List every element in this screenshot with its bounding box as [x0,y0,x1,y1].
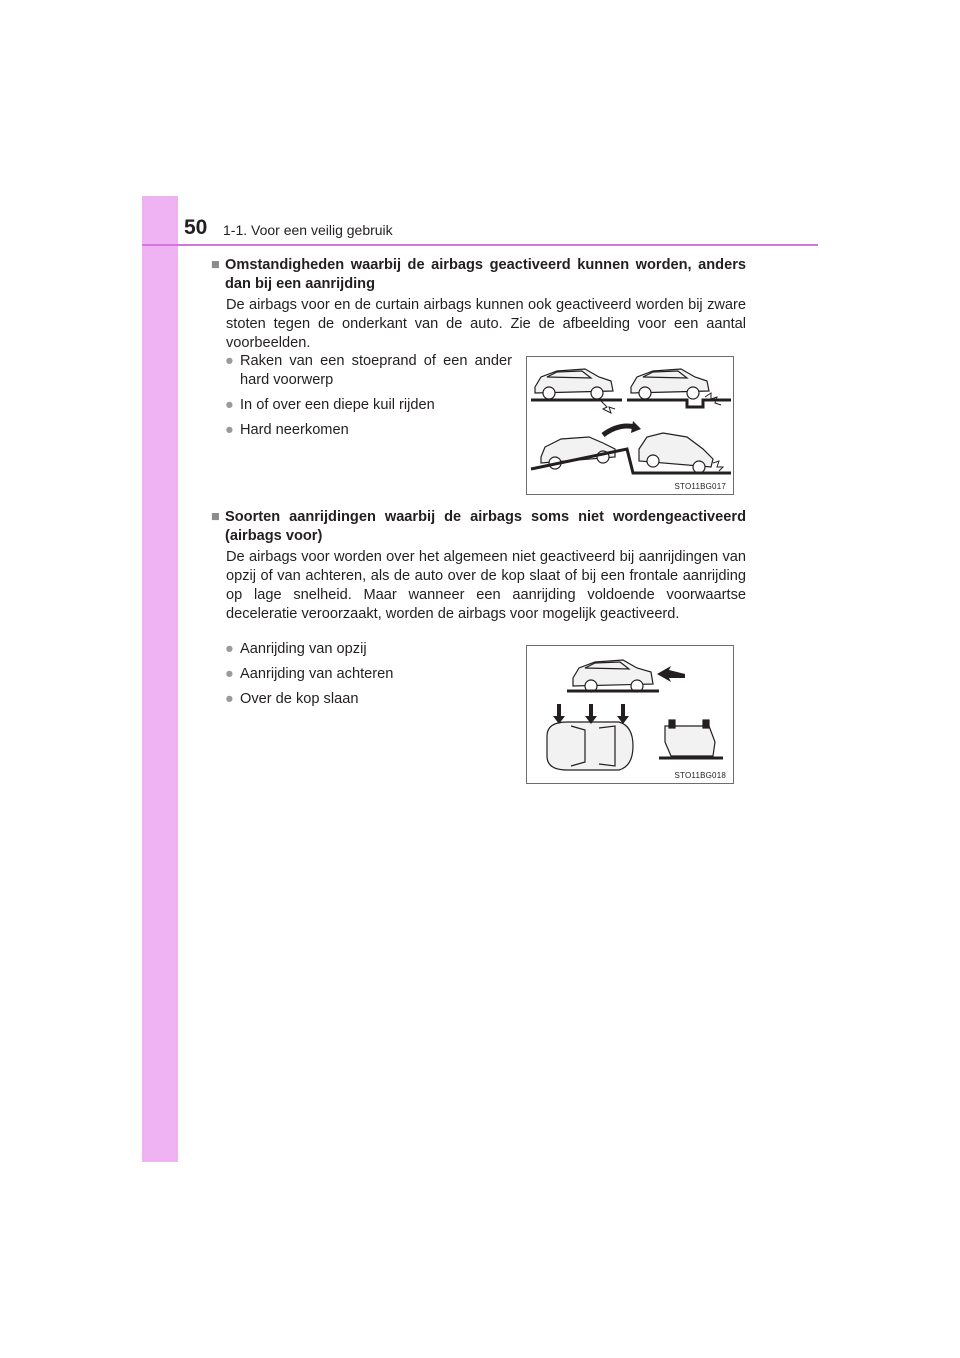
list-item [226,352,512,390]
list-item [226,690,512,709]
list-item-text: Raken van een stoeprand of een ander hard voorwerp [240,353,512,388]
section2-heading-text: Soorten aanrijdingen waarbij de airbags soms niet wordengeactiveerd (airbags voor) [225,509,746,544]
list-item-text: Aanrijding van opzij [240,641,367,657]
figure-curb-pothole-landing [526,356,734,495]
bullet-icon: ● [225,353,234,369]
list-item-text: Over de kop slaan [240,691,359,707]
section2-bullet-list [226,640,512,709]
section1-bullet-list [226,352,512,440]
list-item-text: Hard neerkomen [240,422,349,438]
list-item [226,665,512,684]
bullet-icon: ● [225,641,234,657]
chapter-sidebar-tab [142,196,178,1162]
figure-side-rear-rollover [526,645,734,784]
figure-code: STO11BG018 [674,771,726,780]
section-title: 1-1. Voor een veilig gebruik [223,222,393,238]
list-item [226,396,512,415]
figure-code: STO11BG017 [674,482,726,491]
car-collision-types-illustration [527,646,733,783]
page-number: 50 [184,216,208,239]
bullet-icon: ● [225,397,234,413]
list-item-text: Aanrijding van achteren [240,666,394,682]
list-item [226,640,512,659]
car-impact-illustration [527,357,733,494]
list-item-text: In of over een diepe kuil rijden [240,397,435,413]
section1-heading [212,256,746,294]
header-divider [142,244,818,246]
section2-heading [212,508,746,546]
section1-heading-text: Omstandigheden waarbij de airbags geactiveerd kunnen worden, anders dan bij een aanrijding [225,257,746,292]
bullet-icon: ● [225,691,234,707]
section1-paragraph: De airbags voor en de curtain airbags kunnen ook geactiveerd worden bij zware stoten tegen de onderkant van de auto. Zie de afbeelding voor een aantal voorbeelden. [226,297,746,351]
square-bullet-icon: ■ [211,509,220,525]
bullet-icon: ● [225,422,234,438]
list-item [226,421,512,440]
section2-paragraph: De airbags voor worden over het algemeen niet geactiveerd bij aanrijdingen van opzij of van achteren, als de auto over de kop slaat of bij een frontale aanrijding op lage snelheid. Maar wanneer een aanrijding voldoende voorwaartse deceleratie veroorzaakt, worden de airbags voor mogelijk geactiveerd. [226,549,746,622]
bullet-icon: ● [225,666,234,682]
square-bullet-icon: ■ [211,257,220,273]
